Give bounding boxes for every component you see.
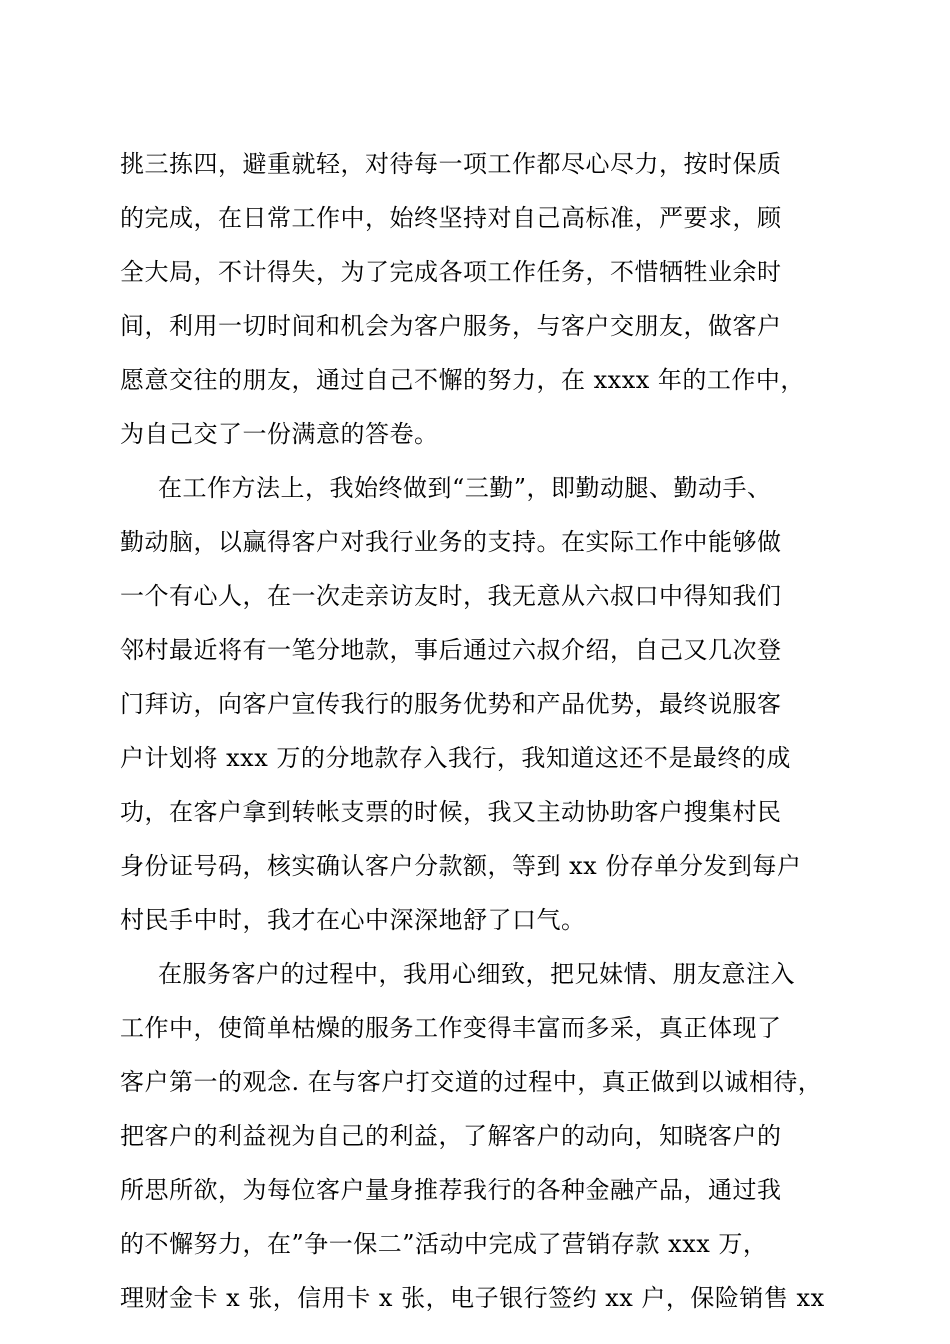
text-line: 的不懈努力，在”争一保二”活动中完成了营销存款 xxx 万，: [120, 1230, 768, 1258]
text-line: 一个有心人，在一次走亲访友时，我无意从六叔口中得知我们: [120, 582, 782, 610]
text-line: 的完成，在日常工作中，始终坚持对自己高标准，严要求，顾: [120, 204, 782, 232]
text-line: 客户第一的观念. 在与客户打交道的过程中，真正做到以诚相待，: [120, 1068, 823, 1096]
text-line: 户计划将 xxx 万的分地款存入我行，我知道这还不是最终的成: [120, 744, 791, 772]
text-line: 勤动脑，以赢得客户对我行业务的支持。在实际工作中能够做: [120, 528, 782, 556]
text-line: 所思所欲，为每位客户量身推荐我行的各种金融产品，通过我: [120, 1176, 782, 1204]
text-line: 间，利用一切时间和机会为客户服务，与客户交朋友，做客户: [120, 312, 782, 340]
paragraph-start-line: 在服务客户的过程中，我用心细致，把兄妹情、朋友意注入: [158, 960, 795, 988]
text-line: 为自己交了一份满意的答卷。: [120, 420, 439, 448]
body-text: [120, 142, 840, 1330]
text-line: 邻村最近将有一笔分地款，事后通过六叔介绍，自己又几次登: [120, 636, 782, 664]
text-line: 村民手中时，我才在心中深深地舒了口气。: [120, 906, 586, 934]
text-line: 工作中，使简单枯燥的服务工作变得丰富而多采，真正体现了: [120, 1014, 782, 1042]
text-line: 愿意交往的朋友，通过自己不懈的努力，在 xxxx 年的工作中，: [120, 366, 805, 394]
text-line: 把客户的利益视为自己的利益，了解客户的动向，知晓客户的: [120, 1122, 782, 1150]
text-line: 功，在客户拿到转帐支票的时候，我又主动协助客户搜集村民: [120, 798, 782, 826]
text-line: 门拜访，向客户宣传我行的服务优势和产品优势，最终说服客: [120, 690, 782, 718]
text-line: 挑三拣四，避重就轻，对待每一项工作都尽心尽力，按时保质: [120, 150, 782, 178]
text-line: 身份证号码，核实确认客户分款额，等到 xx 份存单分发到每户: [120, 852, 802, 880]
paragraph-start-line: 在工作方法上，我始终做到“三勤”，即勤动腿、勤动手、: [158, 474, 772, 502]
text-line: 理财金卡 x 张，信用卡 x 张，电子银行签约 xx 户，保险销售 xx: [120, 1284, 825, 1312]
text-line: 全大局，不计得失，为了完成各项工作任务，不惜牺牲业余时: [120, 258, 782, 286]
